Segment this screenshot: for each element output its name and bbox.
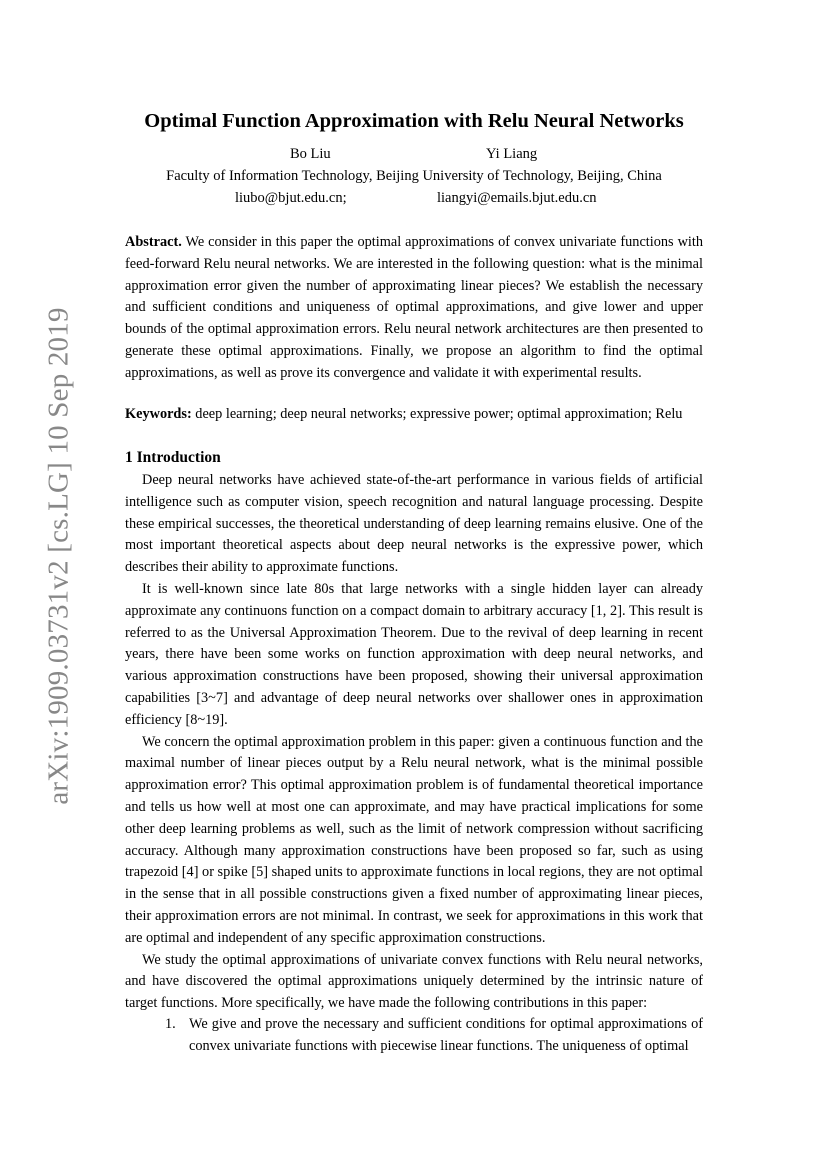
author-email-1: liubo@bjut.edu.cn; <box>235 190 347 206</box>
arxiv-stamp-text: arXiv:1909.03731v2 [cs.LG] 10 Sep 2019 <box>42 307 75 805</box>
paragraph: We concern the optimal approximation problem in this paper: given a continuous function and the maximal number of linear pieces output by a Relu neural network, what is the minimal possible approximation error? This optimal approximation problem is of fundamental theoretical importance and tells us how well at most one can approximate, and may have practical implications for some other deep learning problems as well, such as the limit of network compression without sacrificing accuracy. Although many approximation constructions have been proposed so far, such as using trapezoid [4] or spike [5] shaped units to approximate functions in local regions, they are not optimal in the sense that in all possible constructions given a fixed number of approximating linear pieces, their approximation errors are not minimal. In contrast, we seek for approximations in this work that are optimal and independent of any specific approximation constructions. <box>125 733 703 946</box>
paper-title: Optimal Function Approximation with Relu Neural Networks <box>144 110 684 132</box>
list-text: We give and prove the necessary and sufficient conditions for optimal approximations of convex univariate functions with piecewise linear functions. The uniqueness of optimal <box>189 1016 703 1054</box>
introduction-body <box>125 470 703 1015</box>
paragraph: It is well-known since late 80s that large networks with a single hidden layer can already approximate any continuons function on a compact domain to arbitrary accuracy [1, 2]. This result is referred to as the Universal Approximation Theorem. Due to the revival of deep learning in recent years, there have been some works on function approximation with deep neural networks, and various approximation constructions have been proposed, showing their universal approximation capabilities [3~7] and advantage of deep neural networks over shallower ones in approximation efficiency [8~19]. <box>125 580 703 728</box>
keywords-text: deep learning; deep neural networks; expressive power; optimal approximation; Relu <box>191 406 683 422</box>
abstract-label: Abstract. <box>125 234 182 250</box>
affiliation: Faculty of Information Technology, Beijing University of Technology, Beijing, China <box>166 168 662 184</box>
author-email-2: liangyi@emails.bjut.edu.cn <box>437 190 597 206</box>
keywords <box>125 404 703 426</box>
keywords-label: Keywords: <box>125 406 192 422</box>
paragraph: Deep neural networks have achieved state-of-the-art performance in various fields of artificial intelligence such as computer vision, speech recognition and natural language processing. Despite these empirical successes, the theoretical understanding of deep learning remains elusive. One of the most important theoretical aspects about deep neural networks is the expressive power, which describes their ability to approximate functions. <box>125 472 703 576</box>
author-name-2: Yi Liang <box>486 146 538 162</box>
abstract <box>125 232 703 385</box>
author-name-1: Bo Liu <box>290 146 331 162</box>
paragraph: We study the optimal approximations of univariate convex functions with Relu neural networks, and have discovered the optimal approximations uniquely determined by the intrinsic nature of target functions. More specifically, we have made the following contributions in this paper: <box>125 951 703 1012</box>
abstract-text: We consider in this paper the optimal approximations of convex univariate functions with feed-forward Relu neural networks. We are interested in the following question: what is the minimal approximation error given the number of approximating linear pieces? We establish the necessary and sufficient conditions and uniqueness of optimal approximations, and give lower and upper bounds of the optimal approximation errors. Relu neural network architectures are then presented to generate these optimal approximations. Finally, we propose an algorithm to find the optimal approximations, as well as prove its convergence and validate it with experimental results. <box>125 234 703 381</box>
list-number: 1. <box>165 1016 176 1032</box>
section-heading-introduction: 1 Introduction <box>125 449 221 466</box>
